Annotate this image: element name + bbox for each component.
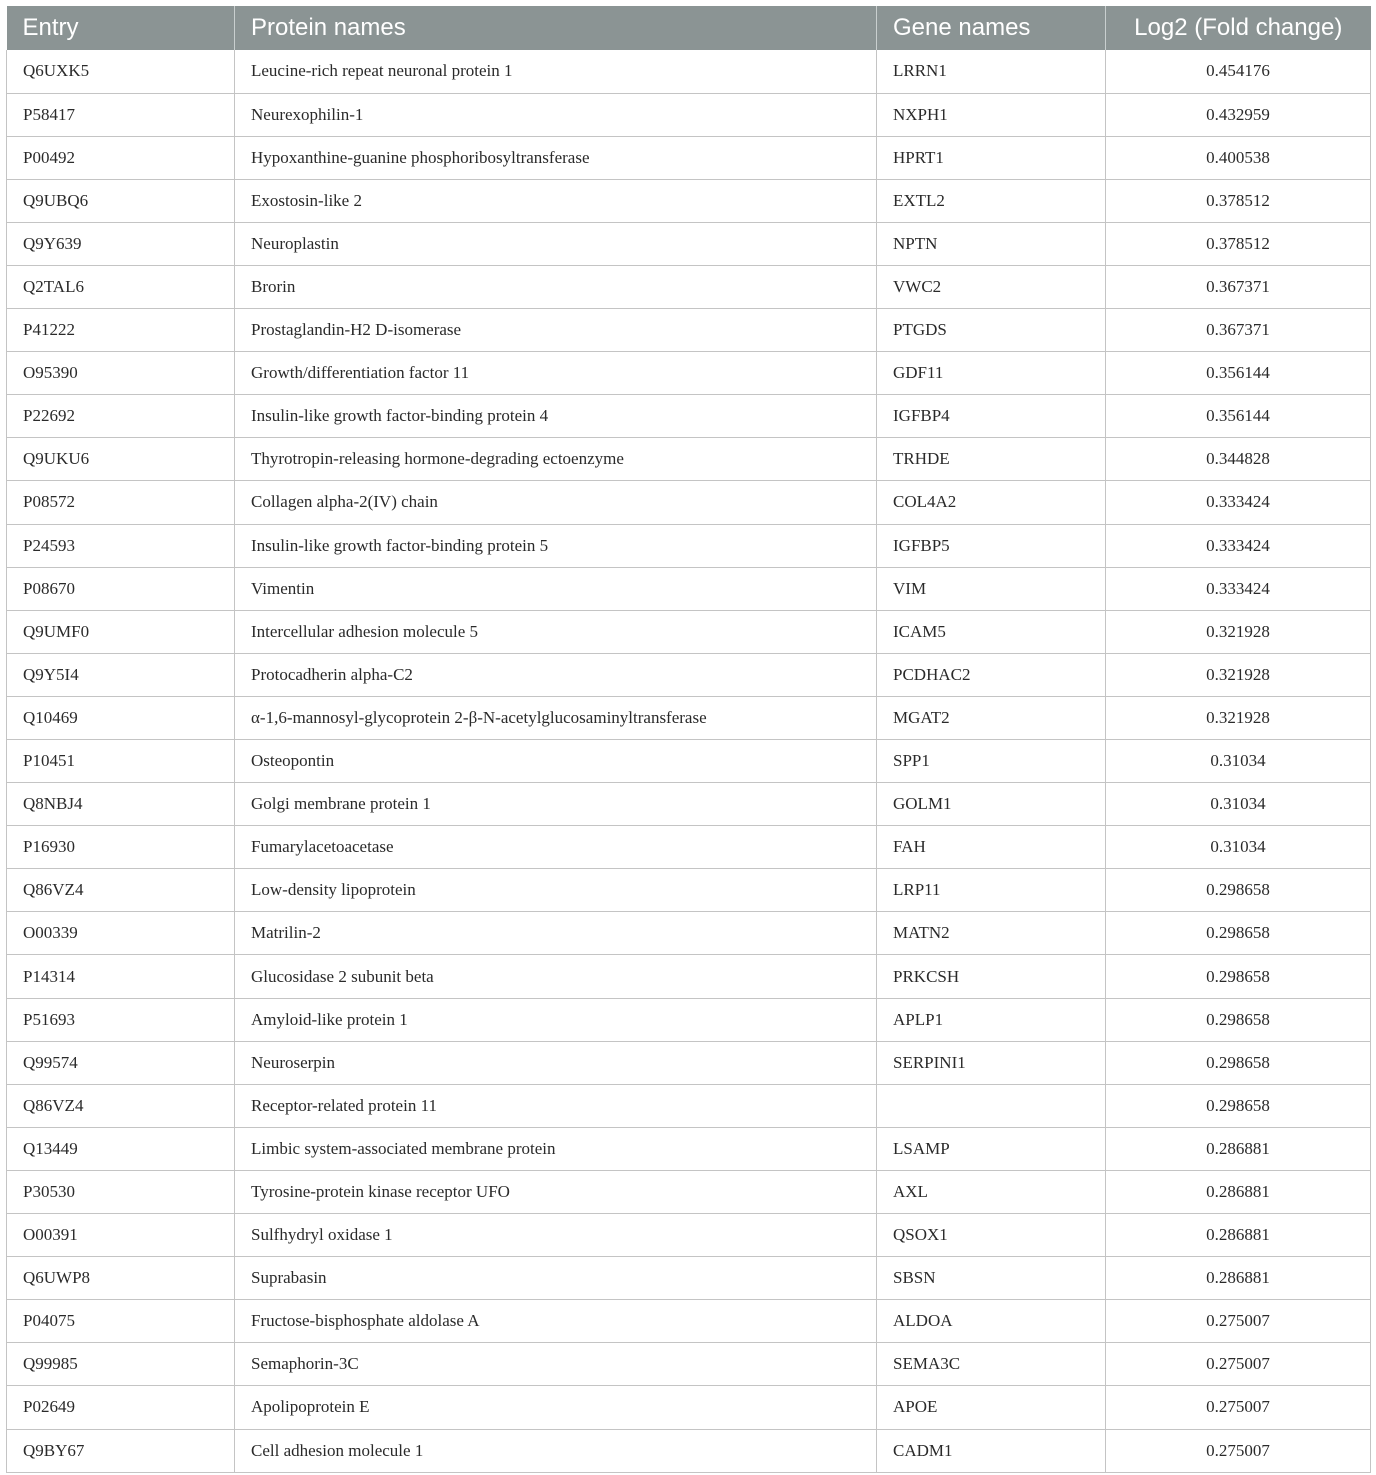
cell-entry: P08572 — [7, 481, 235, 524]
cell-log2-fold-change: 0.286881 — [1106, 1170, 1371, 1213]
cell-gene-name: AXL — [877, 1170, 1106, 1213]
cell-log2-fold-change: 0.298658 — [1106, 998, 1371, 1041]
cell-gene-name: LRP11 — [877, 869, 1106, 912]
cell-protein-name: Limbic system-associated membrane protein — [235, 1127, 877, 1170]
cell-log2-fold-change: 0.275007 — [1106, 1386, 1371, 1429]
cell-log2-fold-change: 0.321928 — [1106, 696, 1371, 739]
cell-protein-name: Matrilin-2 — [235, 912, 877, 955]
cell-entry: P24593 — [7, 524, 235, 567]
cell-log2-fold-change: 0.432959 — [1106, 93, 1371, 136]
cell-gene-name — [877, 1084, 1106, 1127]
cell-gene-name: FAH — [877, 826, 1106, 869]
table-body — [7, 50, 1371, 1472]
cell-log2-fold-change: 0.298658 — [1106, 1084, 1371, 1127]
cell-protein-name: Fumarylacetoacetase — [235, 826, 877, 869]
table-row — [7, 93, 1371, 136]
header-entry: Entry — [7, 6, 235, 50]
cell-log2-fold-change: 0.286881 — [1106, 1127, 1371, 1170]
cell-gene-name: LRRN1 — [877, 50, 1106, 93]
header-row — [7, 6, 1371, 50]
table-row — [7, 998, 1371, 1041]
cell-protein-name: Receptor-related protein 11 — [235, 1084, 877, 1127]
cell-entry: P08670 — [7, 567, 235, 610]
cell-protein-name: Brorin — [235, 265, 877, 308]
cell-gene-name: GDF11 — [877, 352, 1106, 395]
table-row — [7, 955, 1371, 998]
cell-log2-fold-change: 0.367371 — [1106, 309, 1371, 352]
cell-entry: Q86VZ4 — [7, 1084, 235, 1127]
table-row — [7, 912, 1371, 955]
cell-protein-name: Insulin-like growth factor-binding protein 4 — [235, 395, 877, 438]
cell-log2-fold-change: 0.356144 — [1106, 352, 1371, 395]
cell-log2-fold-change: 0.298658 — [1106, 912, 1371, 955]
cell-protein-name: Osteopontin — [235, 740, 877, 783]
table-row — [7, 783, 1371, 826]
cell-log2-fold-change: 0.454176 — [1106, 50, 1371, 93]
table-row — [7, 740, 1371, 783]
cell-protein-name: Suprabasin — [235, 1257, 877, 1300]
table-row — [7, 1127, 1371, 1170]
cell-protein-name: Neuroplastin — [235, 222, 877, 265]
cell-log2-fold-change: 0.286881 — [1106, 1214, 1371, 1257]
cell-protein-name: Intercellular adhesion molecule 5 — [235, 610, 877, 653]
cell-entry: Q9UBQ6 — [7, 179, 235, 222]
cell-entry: Q99985 — [7, 1343, 235, 1386]
cell-log2-fold-change: 0.31034 — [1106, 740, 1371, 783]
cell-protein-name: Neuroserpin — [235, 1041, 877, 1084]
header-protein-names: Protein names — [235, 6, 877, 50]
table-row — [7, 1429, 1371, 1472]
cell-entry: Q86VZ4 — [7, 869, 235, 912]
cell-gene-name: ALDOA — [877, 1300, 1106, 1343]
cell-gene-name: PCDHAC2 — [877, 653, 1106, 696]
table-row — [7, 1170, 1371, 1213]
cell-entry: Q8NBJ4 — [7, 783, 235, 826]
table-row — [7, 696, 1371, 739]
cell-gene-name: PTGDS — [877, 309, 1106, 352]
cell-protein-name: Glucosidase 2 subunit beta — [235, 955, 877, 998]
cell-gene-name: IGFBP5 — [877, 524, 1106, 567]
cell-entry: P16930 — [7, 826, 235, 869]
cell-gene-name: EXTL2 — [877, 179, 1106, 222]
cell-protein-name: Fructose-bisphosphate aldolase A — [235, 1300, 877, 1343]
cell-protein-name: Exostosin-like 2 — [235, 179, 877, 222]
cell-log2-fold-change: 0.298658 — [1106, 1041, 1371, 1084]
cell-gene-name: ICAM5 — [877, 610, 1106, 653]
cell-entry: Q13449 — [7, 1127, 235, 1170]
cell-gene-name: VIM — [877, 567, 1106, 610]
cell-gene-name: QSOX1 — [877, 1214, 1106, 1257]
table-row — [7, 567, 1371, 610]
cell-protein-name: α-1,6-mannosyl-glycoprotein 2-β-N-acetylglucosaminyltransferase — [235, 696, 877, 739]
table-row — [7, 653, 1371, 696]
cell-log2-fold-change: 0.31034 — [1106, 783, 1371, 826]
cell-gene-name: COL4A2 — [877, 481, 1106, 524]
cell-log2-fold-change: 0.321928 — [1106, 653, 1371, 696]
cell-log2-fold-change: 0.275007 — [1106, 1300, 1371, 1343]
cell-protein-name: Thyrotropin-releasing hormone-degrading ectoenzyme — [235, 438, 877, 481]
cell-protein-name: Insulin-like growth factor-binding protein 5 — [235, 524, 877, 567]
cell-log2-fold-change: 0.333424 — [1106, 481, 1371, 524]
cell-gene-name: SEMA3C — [877, 1343, 1106, 1386]
cell-entry: Q6UXK5 — [7, 50, 235, 93]
cell-entry: O00339 — [7, 912, 235, 955]
cell-entry: Q9BY67 — [7, 1429, 235, 1472]
cell-log2-fold-change: 0.378512 — [1106, 222, 1371, 265]
cell-entry: O95390 — [7, 352, 235, 395]
cell-protein-name: Cell adhesion molecule 1 — [235, 1429, 877, 1472]
protein-table — [6, 6, 1371, 1473]
cell-gene-name: GOLM1 — [877, 783, 1106, 826]
cell-protein-name: Growth/differentiation factor 11 — [235, 352, 877, 395]
cell-log2-fold-change: 0.321928 — [1106, 610, 1371, 653]
cell-log2-fold-change: 0.344828 — [1106, 438, 1371, 481]
table-row — [7, 1257, 1371, 1300]
table-row — [7, 222, 1371, 265]
cell-gene-name: CADM1 — [877, 1429, 1106, 1472]
cell-entry: P14314 — [7, 955, 235, 998]
table-row — [7, 265, 1371, 308]
cell-entry: O00391 — [7, 1214, 235, 1257]
cell-gene-name: NPTN — [877, 222, 1106, 265]
table-header — [7, 6, 1371, 50]
cell-protein-name: Sulfhydryl oxidase 1 — [235, 1214, 877, 1257]
table-row — [7, 826, 1371, 869]
cell-log2-fold-change: 0.400538 — [1106, 136, 1371, 179]
table-row — [7, 524, 1371, 567]
cell-gene-name: MATN2 — [877, 912, 1106, 955]
cell-log2-fold-change: 0.333424 — [1106, 567, 1371, 610]
cell-entry: Q9UMF0 — [7, 610, 235, 653]
table-row — [7, 1300, 1371, 1343]
cell-entry: Q9UKU6 — [7, 438, 235, 481]
cell-entry: Q10469 — [7, 696, 235, 739]
cell-protein-name: Apolipoprotein E — [235, 1386, 877, 1429]
cell-log2-fold-change: 0.367371 — [1106, 265, 1371, 308]
cell-log2-fold-change: 0.298658 — [1106, 869, 1371, 912]
table-row — [7, 1386, 1371, 1429]
cell-log2-fold-change: 0.356144 — [1106, 395, 1371, 438]
table-row — [7, 395, 1371, 438]
cell-entry: P30530 — [7, 1170, 235, 1213]
cell-protein-name: Semaphorin-3C — [235, 1343, 877, 1386]
cell-entry: P04075 — [7, 1300, 235, 1343]
cell-gene-name: IGFBP4 — [877, 395, 1106, 438]
cell-entry: P02649 — [7, 1386, 235, 1429]
cell-protein-name: Collagen alpha-2(IV) chain — [235, 481, 877, 524]
cell-log2-fold-change: 0.298658 — [1106, 955, 1371, 998]
cell-entry: Q99574 — [7, 1041, 235, 1084]
cell-entry: P51693 — [7, 998, 235, 1041]
cell-log2-fold-change: 0.333424 — [1106, 524, 1371, 567]
table-row — [7, 309, 1371, 352]
table-row — [7, 50, 1371, 93]
cell-log2-fold-change: 0.275007 — [1106, 1429, 1371, 1472]
cell-gene-name: VWC2 — [877, 265, 1106, 308]
cell-gene-name: SPP1 — [877, 740, 1106, 783]
cell-entry: P00492 — [7, 136, 235, 179]
cell-protein-name: Leucine-rich repeat neuronal protein 1 — [235, 50, 877, 93]
table-row — [7, 352, 1371, 395]
cell-gene-name: MGAT2 — [877, 696, 1106, 739]
cell-log2-fold-change: 0.286881 — [1106, 1257, 1371, 1300]
cell-gene-name: LSAMP — [877, 1127, 1106, 1170]
cell-log2-fold-change: 0.31034 — [1106, 826, 1371, 869]
cell-gene-name: TRHDE — [877, 438, 1106, 481]
cell-entry: P22692 — [7, 395, 235, 438]
cell-protein-name: Protocadherin alpha-C2 — [235, 653, 877, 696]
header-gene-names: Gene names — [877, 6, 1106, 50]
cell-entry: Q9Y5I4 — [7, 653, 235, 696]
cell-gene-name: APOE — [877, 1386, 1106, 1429]
table-row — [7, 481, 1371, 524]
cell-gene-name: NXPH1 — [877, 93, 1106, 136]
table-row — [7, 179, 1371, 222]
table-row — [7, 1214, 1371, 1257]
cell-gene-name: HPRT1 — [877, 136, 1106, 179]
table-row — [7, 438, 1371, 481]
cell-gene-name: PRKCSH — [877, 955, 1106, 998]
cell-entry: Q2TAL6 — [7, 265, 235, 308]
cell-entry: P10451 — [7, 740, 235, 783]
cell-log2-fold-change: 0.275007 — [1106, 1343, 1371, 1386]
cell-entry: P41222 — [7, 309, 235, 352]
table-row — [7, 610, 1371, 653]
cell-protein-name: Neurexophilin-1 — [235, 93, 877, 136]
cell-log2-fold-change: 0.378512 — [1106, 179, 1371, 222]
cell-protein-name: Amyloid-like protein 1 — [235, 998, 877, 1041]
cell-gene-name: SERPINI1 — [877, 1041, 1106, 1084]
protein-table-container — [6, 6, 1370, 1473]
table-row — [7, 136, 1371, 179]
table-row — [7, 1041, 1371, 1084]
cell-entry: Q6UWP8 — [7, 1257, 235, 1300]
cell-protein-name: Low-density lipoprotein — [235, 869, 877, 912]
cell-entry: Q9Y639 — [7, 222, 235, 265]
table-row — [7, 1084, 1371, 1127]
cell-protein-name: Hypoxanthine-guanine phosphoribosyltransferase — [235, 136, 877, 179]
cell-gene-name: APLP1 — [877, 998, 1106, 1041]
cell-protein-name: Prostaglandin-H2 D-isomerase — [235, 309, 877, 352]
table-row — [7, 1343, 1371, 1386]
cell-protein-name: Vimentin — [235, 567, 877, 610]
cell-entry: P58417 — [7, 93, 235, 136]
cell-protein-name: Golgi membrane protein 1 — [235, 783, 877, 826]
cell-gene-name: SBSN — [877, 1257, 1106, 1300]
cell-protein-name: Tyrosine-protein kinase receptor UFO — [235, 1170, 877, 1213]
table-row — [7, 869, 1371, 912]
header-log2-fold-change: Log2 (Fold change) — [1106, 6, 1371, 50]
